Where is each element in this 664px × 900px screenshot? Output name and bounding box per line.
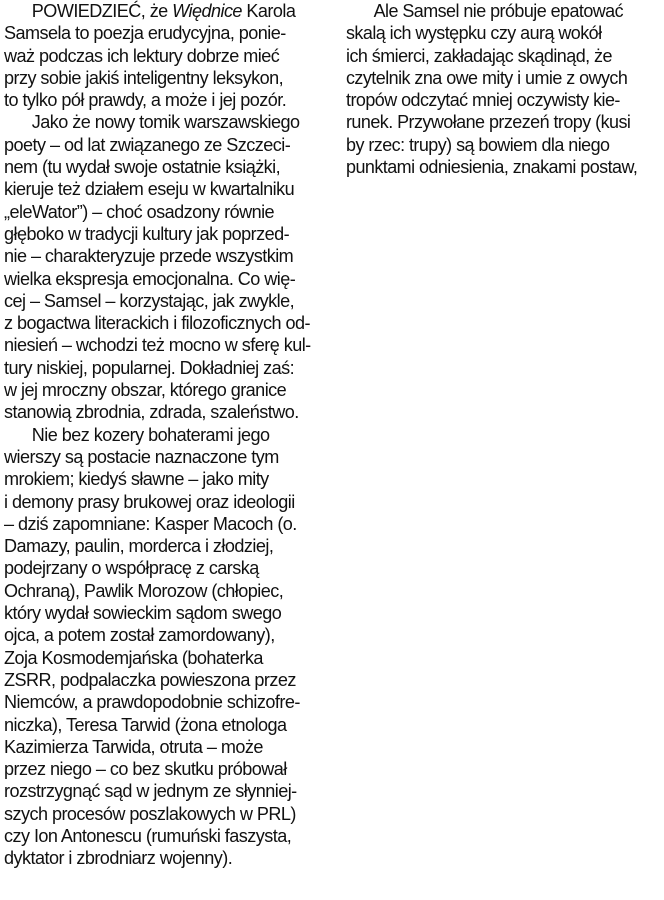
line-text: nem (tu wydał swoje ostatnie książki, [4,157,281,178]
left-column-line [4,803,324,825]
left-column-line [4,22,324,44]
left-column-line [4,178,324,200]
left-column-line [4,669,324,691]
line-text: ojca, a potem został zamordowany), [4,625,275,646]
line-text: Damazy, paulin, morderca i złodziej, [4,536,274,557]
left-column-line [4,223,324,245]
left-column-line [4,89,324,111]
right-column-line [346,0,660,22]
line-text: tury niskiej, popularnej. Dokładniej zaś: [4,357,295,378]
line-text: tropów odczytać mniej oczywisty kie- [346,90,620,111]
left-column-line [4,714,324,736]
line-text: POWIEDZIEĆ, że [31,1,173,21]
left-column-line [4,424,324,446]
line-text: czy Ion Antonescu (rumuński faszysta, [4,825,292,846]
left-column-line [4,357,324,379]
line-text-continued: Karola [241,1,296,21]
right-column-line [346,22,660,44]
left-column-line [4,758,324,780]
article-column-right [346,0,664,178]
italic-title: Więdnice [172,1,242,21]
left-column-line [4,201,324,223]
right-column-line [346,156,660,178]
left-column-line [4,602,324,624]
right-column-line [346,67,660,89]
line-text: nie – charakteryzuje przede wszystkim [4,246,294,267]
line-text: podejrzany o współpracę z carską [4,558,259,579]
line-text: Ale Samsel nie próbuje epatować [373,1,624,21]
left-column-line [4,67,324,89]
line-text: i demony prasy brukowej oraz ideologii [4,491,295,512]
line-text: niczka), Teresa Tarwid (żona etnologa [4,714,287,735]
left-column-line [4,334,324,356]
line-text: „eleWator”) – choć osadzony równie [4,201,275,222]
line-text: waż podczas ich lektury dobrze mieć [4,45,280,66]
left-column-line [4,647,324,669]
line-text: w jej mroczny obszar, którego granice [4,380,287,401]
left-column-line [4,45,324,67]
left-column-line [4,290,324,312]
line-text: skalą ich występku czy aurą wokół [346,23,602,44]
line-text: szych procesów poszlakowych w PRL) [4,803,296,824]
line-text: poety – od lat związanego ze Szczeci- [4,134,291,155]
left-column-line [4,312,324,334]
line-text: Nie bez kozery bohaterami jego [31,424,270,445]
left-column-line [4,468,324,490]
line-text: cej – Samsel – korzystając, jak zwykle, [4,290,295,311]
line-text: Samsela to poezja erudycyjna, ponie- [4,23,286,44]
line-text: runek. Przywołane przezeń tropy (kusi [346,112,631,133]
left-column-line [4,379,324,401]
left-column-line [4,0,324,22]
left-column-line [4,624,324,646]
left-column-line [4,736,324,758]
right-column-line [346,111,660,133]
left-column-line [4,535,324,557]
left-column-line [4,825,324,847]
left-column-line [4,491,324,513]
line-text: niesień – wchodzi też mocno w sferę kul- [4,335,311,356]
line-text: Kazimierza Tarwida, otruta – może [4,736,263,757]
line-text: Jako że nowy tomik warszawskiego [31,112,300,133]
line-text: kieruje też działem eseju w kwartalniku [4,179,295,200]
left-column-line [4,111,324,133]
left-column-line [4,691,324,713]
line-text: by rzec: trupy) są bowiem dla niego [346,134,610,155]
line-text: wierszy są postacie naznaczone tym [4,446,279,467]
line-text: – dziś zapomniane: Kasper Macoch (o. [4,513,297,534]
article-column-left [4,0,326,870]
left-column-line [4,134,324,156]
line-text: Ochraną), Pawlik Morozow (chłopiec, [4,580,284,601]
left-column-line [4,156,324,178]
left-column-line [4,580,324,602]
line-text: z bogactwa literackich i filozoficznych od- [4,313,311,334]
line-text: to tylko pół prawdy, a może i jej pozór. [4,90,287,111]
left-column-line [4,446,324,468]
left-column-line [4,245,324,267]
right-column-line [346,89,660,111]
line-text: Zoja Kosmodemjańska (bohaterka [4,647,263,668]
line-text: który wydał sowieckim sądom swego [4,603,282,624]
left-column-line [4,513,324,535]
line-text: ZSRR, podpalaczka powieszona przez [4,669,296,690]
left-column-line [4,401,324,423]
left-column-line [4,268,324,290]
line-text: punktami odniesienia, znakami postaw, [346,157,638,178]
line-text: czytelnik zna owe mity i umie z owych [346,67,628,88]
left-column-line [4,557,324,579]
line-text: mrokiem; kiedyś sławne – jako mity [4,469,269,490]
line-text: przy sobie jakiś inteligentny leksykon, [4,67,284,88]
right-column-line [346,134,660,156]
line-text: Niemców, a prawdopodobnie schizofre- [4,692,300,713]
right-column-line [346,45,660,67]
line-text: dyktator i zbrodniarz wojenny). [4,848,233,869]
line-text: rozstrzygnąć sąd w jednym ze słynniej- [4,781,297,802]
line-text: głęboko w tradycji kultury jak poprzed- [4,223,290,244]
line-text: wielka ekspresja emocjonalna. Co wię- [4,268,296,289]
left-column-line [4,847,324,869]
left-column-line [4,780,324,802]
line-text: przez niego – co bez skutku próbował [4,759,287,780]
line-text: stanowią zbrodnia, zdrada, szaleństwo. [4,402,299,423]
line-text: ich śmierci, zakładając skądinąd, że [346,45,612,66]
